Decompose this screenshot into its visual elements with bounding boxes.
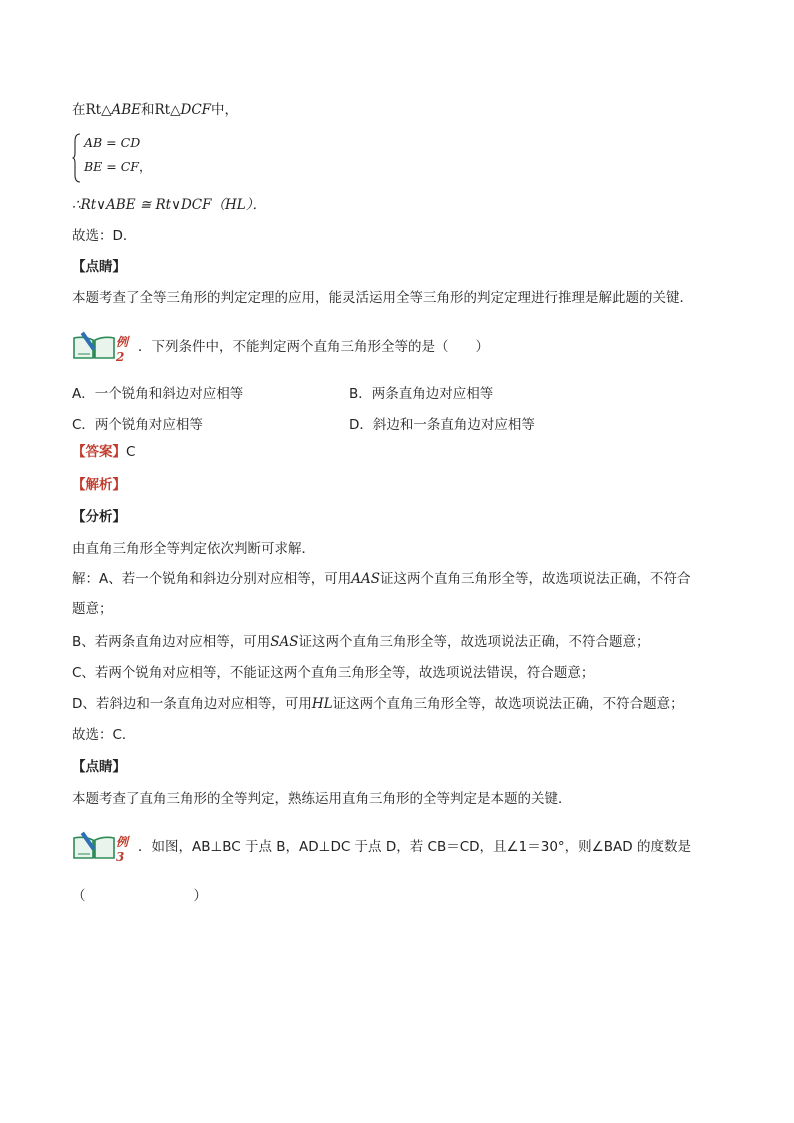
example-3-header	[72, 828, 691, 862]
tri2-rt: Rt	[154, 102, 171, 118]
example-2-header	[72, 328, 489, 362]
comment-text-2: 本题考查了直角三角形的全等判定，熟练运用直角三角形的全等判定是本题的关键．	[72, 791, 572, 807]
example-3-blank: （ ）	[72, 888, 207, 904]
comment-heading-2: 【点睛】	[72, 759, 126, 775]
fenxi-text: 由直角三角形全等判定依次判断可求解．	[72, 541, 315, 557]
solution-d-post: 证这两个直角三角形全等，故选项说法正确，不符合题意；	[332, 696, 684, 712]
answer-value: C	[126, 444, 136, 460]
solution-d-math: HL	[311, 696, 333, 712]
example-2-label: 例 2	[116, 335, 129, 364]
answer-label: 【答案】	[72, 444, 126, 460]
solution-b	[72, 632, 650, 652]
example-3-question: ．如图，AB⊥BC 于点 B，AD⊥DC 于点 D，若 CB＝CD，且∠1＝30°，则∠BAD 的度数是	[138, 839, 691, 855]
solution-c: C、若两个锐角对应相等，不能证这两个直角三角形全等，故选项说法错误，符合题意；	[72, 665, 595, 681]
system-eq2-row	[84, 157, 151, 175]
example-3-label: 例 3	[116, 835, 129, 864]
choice-a: A．一个锐角和斜边对应相等	[72, 386, 244, 402]
solution-a-pre: 解：A、若一个锐角和斜边分别对应相等，可用	[72, 571, 352, 587]
solution-a-math: AAS	[351, 571, 380, 587]
solution-b-post: 证这两个直角三角形全等，故选项说法正确，不符合题意；	[298, 634, 650, 650]
tri1-name: ABE	[111, 102, 142, 118]
intro-line	[72, 100, 238, 120]
book-pencil-svg	[72, 330, 116, 360]
solution-d	[72, 694, 684, 714]
answer-line-1: 故选：D．	[72, 228, 137, 244]
solution-d-pre: D、若斜边和一条直角边对应相等，可用	[72, 696, 312, 712]
tri1-rt: Rt	[85, 102, 102, 118]
tri2-sym: △	[170, 102, 181, 118]
book-pencil-icon	[72, 830, 134, 864]
system-brace	[72, 133, 82, 183]
system-eq1: AB = CD	[84, 135, 141, 150]
conclusion-line: ∴Rt∨ABE ≅ Rt∨DCF（HL）．	[72, 197, 266, 213]
solution-a-line1	[72, 569, 691, 589]
choice-b: B．两条直角边对应相等	[349, 386, 494, 402]
tri2-name: DCF	[180, 102, 212, 118]
analysis-label: 【解析】	[72, 477, 126, 493]
comment-text-1: 本题考查了全等三角形的判定定理的应用，能灵活运用全等三角形的判定定理进行推理是解此题的关键．	[72, 290, 693, 306]
intro-and: 和	[141, 102, 155, 118]
fenxi-label: 【分析】	[72, 509, 126, 525]
book-pencil-icon	[72, 330, 134, 364]
choice-d: D．斜边和一条直角边对应相等	[349, 417, 535, 433]
system-eq2: BE = CF	[84, 159, 139, 174]
system-comma: ，	[138, 159, 152, 174]
book-pencil-svg	[72, 830, 116, 860]
answer-row	[72, 442, 135, 462]
final-answer: 故选：C．	[72, 727, 136, 743]
intro-prefix: 在	[72, 102, 86, 118]
choice-c: C．两个锐角对应相等	[72, 417, 203, 433]
solution-b-math: SAS	[270, 634, 299, 650]
tri1-sym: △	[101, 102, 112, 118]
example-2-question: ．下列条件中，不能判定两个直角三角形全等的是（ ）	[138, 339, 489, 355]
solution-a-post: 证这两个直角三角形全等，故选项说法正确，不符合	[380, 571, 691, 587]
solution-a-line2: 题意；	[72, 601, 113, 617]
comment-heading-1: 【点睛】	[72, 259, 126, 275]
solution-b-pre: B、若两条直角边对应相等，可用	[72, 634, 271, 650]
intro-suffix: 中，	[211, 102, 239, 118]
